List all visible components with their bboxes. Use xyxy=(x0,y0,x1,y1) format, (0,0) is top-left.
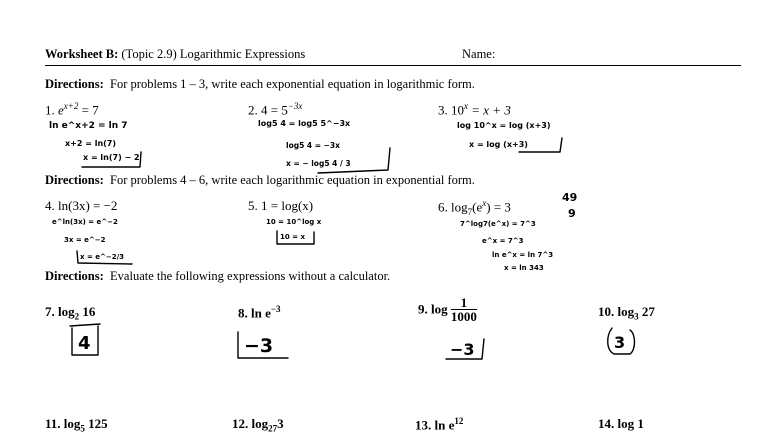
problem-11-pre: log xyxy=(63,416,81,431)
problem-6-base: 7 xyxy=(467,206,473,217)
answer-6-line-4: x = ln 343 xyxy=(504,264,544,272)
problem-8 xyxy=(238,304,281,321)
problem-2-number: 2. xyxy=(248,102,258,118)
problem-5 xyxy=(248,198,313,214)
directions-1-label: Directions: xyxy=(45,77,104,91)
problem-3-lhs: 10 xyxy=(451,102,464,118)
handwritten-answer-5 xyxy=(264,214,344,248)
problem-14 xyxy=(598,416,644,432)
problem-4 xyxy=(45,198,117,214)
problem-12-rest: 3 xyxy=(277,416,284,431)
problem-6-number: 6. xyxy=(438,199,448,215)
directions-3-label: Directions: xyxy=(45,269,104,283)
answer-6-line-1: 7^log7(e^x) = 7^3 xyxy=(460,220,536,228)
problem-9-number: 9. xyxy=(418,301,428,317)
problem-13-pre: ln e xyxy=(434,417,455,433)
problem-7 xyxy=(45,304,95,322)
answer-4-line-2: 3x = e^−2 xyxy=(64,236,106,244)
problem-9-fraction xyxy=(451,296,477,323)
header-divider xyxy=(45,65,741,66)
answer-1-line-3: x = ln(7) − 2 xyxy=(83,153,140,162)
problem-3-number: 3. xyxy=(438,102,448,118)
worksheet-title xyxy=(45,47,305,62)
handwritten-answer-8 xyxy=(232,328,292,362)
problem-11-rest: 125 xyxy=(84,416,108,431)
problem-5-number: 5. xyxy=(248,198,258,213)
problem-1-base: e xyxy=(58,102,64,118)
answer-8-value: −3 xyxy=(244,335,274,357)
problem-1-number: 1. xyxy=(45,102,55,118)
answer-5-line-2: 10 = x xyxy=(280,233,305,241)
problem-10-base: 3 xyxy=(634,311,639,322)
problem-14-number: 14. xyxy=(598,416,615,431)
problem-8-exponent: −3 xyxy=(270,304,281,314)
handwritten-answer-2 xyxy=(256,108,406,176)
problem-10-pre: log xyxy=(617,304,635,319)
directions-3 xyxy=(45,269,390,284)
problem-4-number: 4. xyxy=(45,198,55,213)
problem-10-rest: 27 xyxy=(638,304,655,319)
problem-13 xyxy=(415,416,463,433)
problem-9 xyxy=(418,296,477,323)
problem-5-text: 1 = log(x) xyxy=(261,198,314,213)
problem-13-exponent: 12 xyxy=(454,416,464,426)
worksheet-label: Worksheet B: xyxy=(45,47,119,61)
handwritten-answer-7 xyxy=(66,320,116,360)
problem-7-base: 2 xyxy=(74,311,80,322)
problem-2-exponent: −3x xyxy=(287,101,303,111)
problem-9-denominator: 1000 xyxy=(450,309,477,324)
problem-6-mid: (e xyxy=(472,199,483,215)
note-6-mark: 9 xyxy=(568,207,576,220)
directions-1-text: For problems 1 – 3, write each exponential equation in logarithmic form. xyxy=(110,77,475,91)
problem-7-pre: log xyxy=(58,304,75,319)
problem-12-number: 12. xyxy=(232,416,249,431)
problem-6-pre: log xyxy=(451,199,468,215)
directions-1 xyxy=(45,77,475,92)
problem-11 xyxy=(45,416,108,434)
problem-9-numerator: 1 xyxy=(451,296,477,310)
problem-6-exponent: x xyxy=(482,198,487,208)
handwritten-note-6 xyxy=(560,188,590,222)
answer-2-line-1: log5 4 = log5 5^−3x xyxy=(258,119,351,128)
answer-6-line-2: e^x = 7^3 xyxy=(482,237,524,245)
problem-2-lhs: 4 = 5 xyxy=(261,102,288,118)
answer-1-line-2: x+2 = ln(7) xyxy=(65,139,117,148)
note-6-text: 49 xyxy=(562,191,578,204)
problem-13-number: 13. xyxy=(415,417,432,433)
answer-2-line-3: x = − log5 4 / 3 xyxy=(286,159,351,168)
answer-10-value: 3 xyxy=(614,333,626,352)
problem-1-exponent: x+2 xyxy=(63,101,79,111)
problem-12 xyxy=(232,416,284,434)
answer-4-line-1: e^ln(3x) = e^−2 xyxy=(52,218,118,226)
handwritten-answer-9 xyxy=(442,333,492,363)
problem-8-pre: ln e xyxy=(251,305,271,321)
problem-6-rest: ) = 3 xyxy=(486,199,511,215)
problem-7-number: 7. xyxy=(45,304,55,319)
problem-4-text: ln(3x) = −2 xyxy=(58,198,118,213)
answer-7-value: 4 xyxy=(78,333,91,354)
problem-1-rest: = 7 xyxy=(78,102,99,118)
problem-3-rest: = x + 3 xyxy=(468,102,511,118)
handwritten-answer-10 xyxy=(604,324,644,358)
problem-11-number: 11. xyxy=(45,416,61,431)
problem-12-pre: log xyxy=(251,416,269,431)
problem-10-number: 10. xyxy=(598,304,615,319)
directions-3-text: Evaluate the following expressions without a calculator. xyxy=(110,269,391,283)
problem-8-number: 8. xyxy=(238,305,248,321)
worksheet-topic: (Topic 2.9) Logarithmic Expressions xyxy=(121,47,306,61)
problem-7-rest: 16 xyxy=(79,304,96,319)
directions-2-label: Directions: xyxy=(45,173,104,187)
problem-12-base: 27 xyxy=(268,423,278,434)
directions-2 xyxy=(45,173,475,188)
answer-2-line-2: log5 4 = −3x xyxy=(286,141,340,150)
answer-5-line-1: 10 = 10^log x xyxy=(266,218,322,226)
handwritten-answer-3 xyxy=(455,116,585,166)
problem-11-base: 5 xyxy=(80,423,85,434)
directions-2-text: For problems 4 – 6, write each logarithmic equation in exponential form. xyxy=(110,173,475,187)
answer-6-line-3: ln e^x = ln 7^3 xyxy=(492,251,554,259)
handwritten-answer-4 xyxy=(50,214,150,270)
name-label: Name: xyxy=(462,47,496,61)
answer-4-line-3: x = e^−2/3 xyxy=(80,253,125,261)
answer-9-value: −3 xyxy=(450,340,475,359)
problem-3-exponent: x xyxy=(464,101,468,111)
answer-3-line-2: x = log (x+3) xyxy=(469,140,528,149)
problem-10 xyxy=(598,304,655,322)
problem-9-pre: log xyxy=(431,301,448,317)
answer-1-line-1: ln e^x+2 = ln 7 xyxy=(49,121,128,131)
answer-3-line-1: log 10^x = log (x+3) xyxy=(457,121,551,130)
handwritten-answer-1 xyxy=(45,114,155,176)
handwritten-answer-6 xyxy=(458,214,598,274)
problem-14-text: log 1 xyxy=(617,416,644,431)
